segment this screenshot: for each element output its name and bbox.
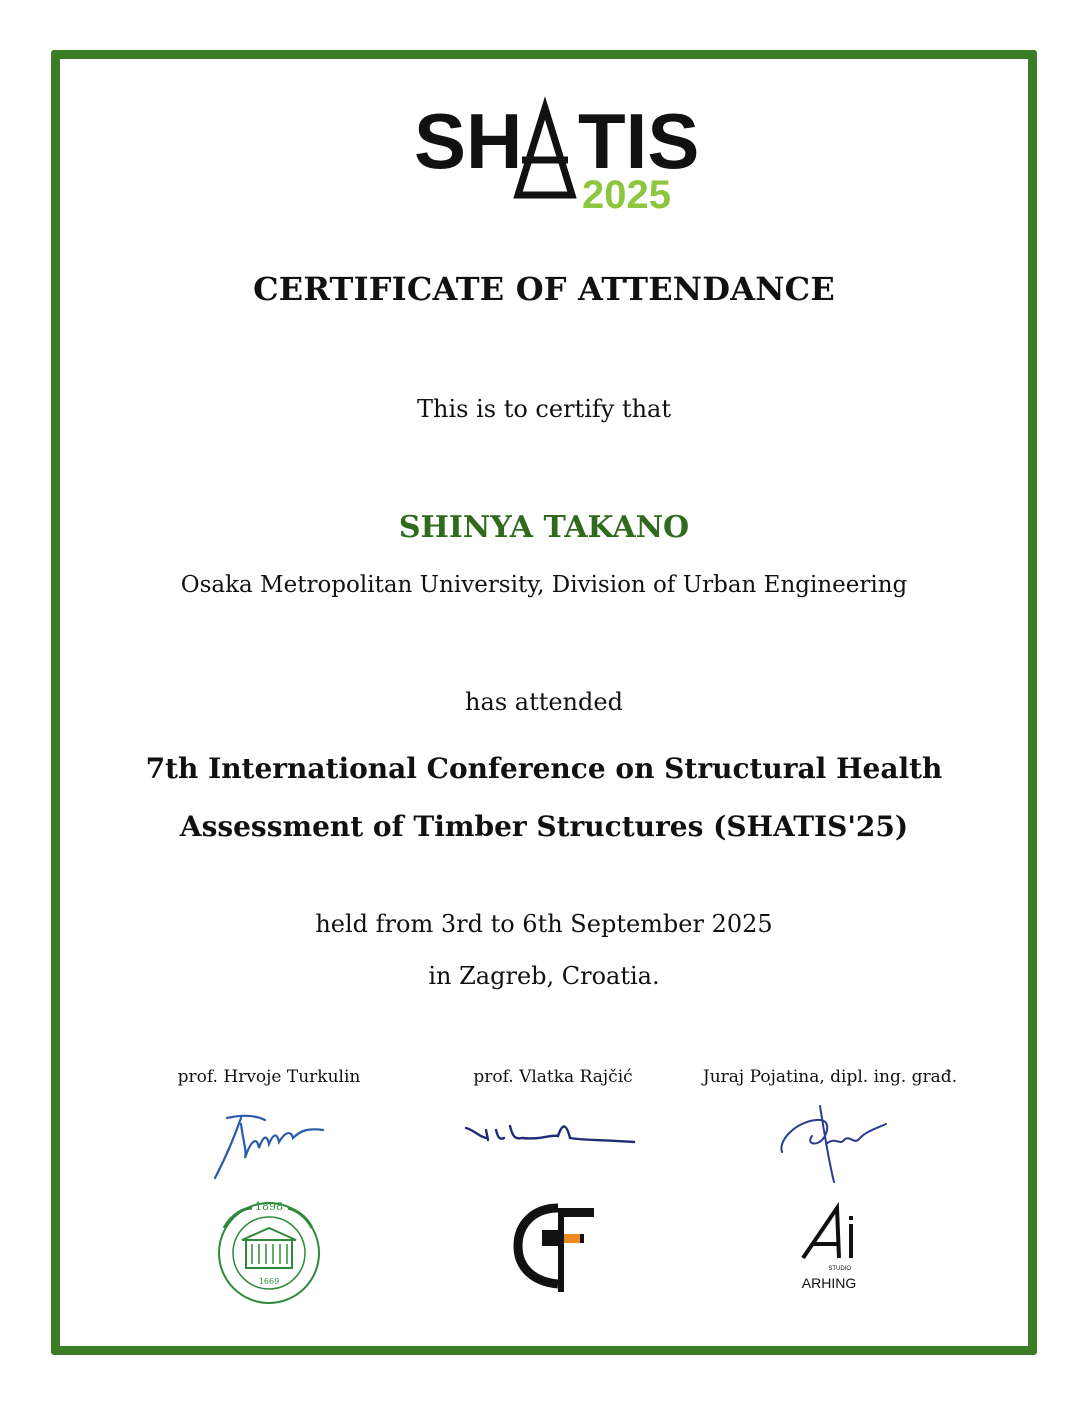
studio-arhing-logo [795,1200,865,1295]
tree-triangle-icon [518,108,572,195]
conference-place: in Zagreb, Croatia. [428,962,660,990]
signature-3 [776,1100,896,1190]
seal-year-top: 1898 [255,1200,283,1213]
signatory-3-name: Juraj Pojatina, dipl. ing. građ. [702,1067,958,1087]
signature-2 [462,1100,642,1160]
shatis-logo [410,97,700,217]
conference-dates: held from 3rd to 6th September 2025 [315,910,773,938]
attended-line: has attended [465,688,623,716]
attendee-affiliation: Osaka Metropolitan University, Division of Urban Engineering [180,572,908,598]
signatory-2-name: prof. Vlatka Rajčić [473,1067,633,1087]
certify-line: This is to certify that [417,395,671,423]
faculty-civil-engineering-logo [512,1200,602,1295]
logo-year: 2025 [582,173,671,217]
certificate-title: CERTIFICATE OF ATTENDANCE [253,270,835,308]
attendee-name: SHINYA TAKANO [398,510,690,545]
svg-text:TIS: TIS [578,97,700,185]
signatory-1-name: prof. Hrvoje Turkulin [177,1067,361,1087]
conference-line-1: 7th International Conference on Structural Health [145,752,943,785]
svg-text:SH: SH [414,97,523,185]
studio-small-label: STUDIO [828,1266,851,1272]
conference-line-2: Assessment of Timber Structures (SHATIS'25) [179,810,909,843]
studio-name: ARHING [801,1275,857,1291]
faculty-seal [212,1198,327,1308]
seal-year-bottom: 1669 [258,1277,280,1286]
signature-1 [205,1100,335,1190]
conference-name [60,740,1028,856]
